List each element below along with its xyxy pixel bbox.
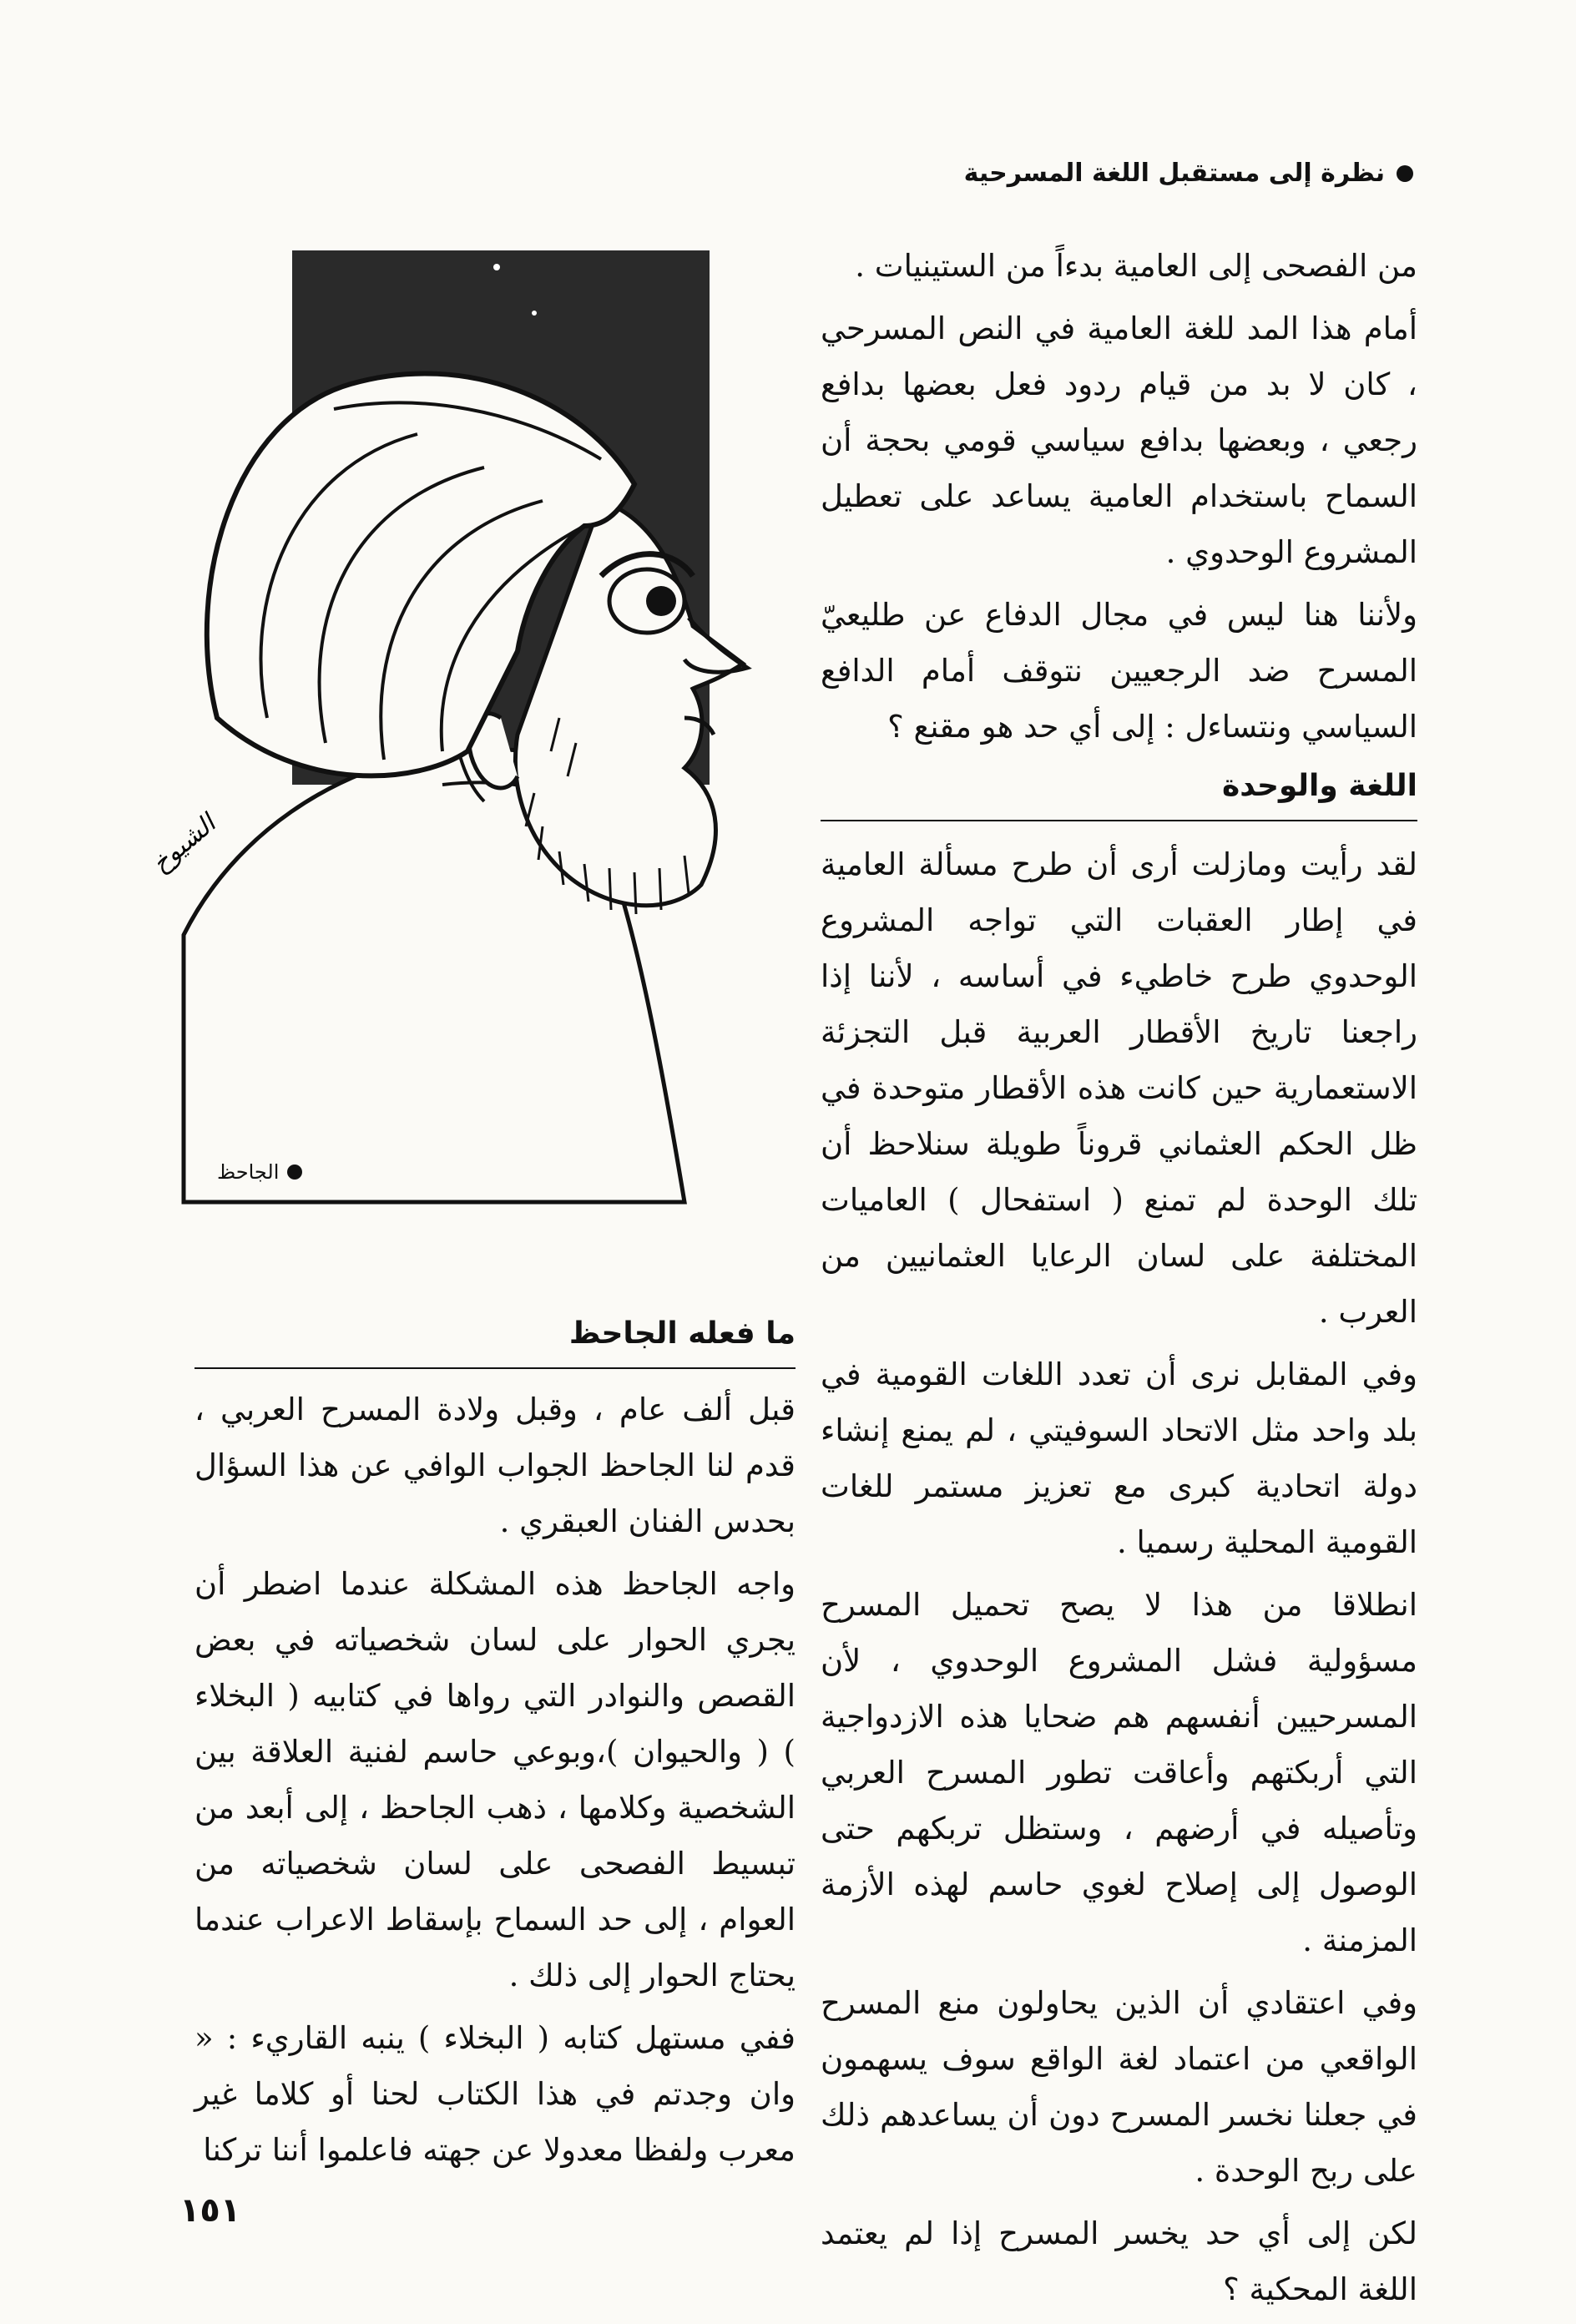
- paragraph: أمام هذا المد للغة العامية في النص المسرحي ، كان لا بد من قيام ردود فعل بعضها بدافع رجعي ، وبعضها بدافع سياسي قومي بحجة أن السماح باستخدام العامية يساعد على تعطيل المشروع الوحدوي .: [821, 311, 1417, 570]
- artist-signature: الشيوخ: [146, 809, 222, 879]
- paragraph: انطلاقا من هذا لا يصح تحميل المسرح مسؤولية فشل المشروع الوحدوي ، لأن المسرحيين أنفسهم هم ضحايا هذه الازدواجية التي أربكتهم وأعاقت تطور المسرح العربي وتأصيله في أرضهم ، وستظل تربكهم حتى الوصول إلى إصلاح لغوي حاسم لهذه الأزمة المزمنة .: [821, 1587, 1417, 1958]
- paragraph: قبل ألف عام ، وقبل ولادة المسرح العربي ، قدم لنا الجاحظ الجواب الوافي عن هذا السؤال بحدس الفنان العبقري .: [194, 1392, 796, 1539]
- page-number: ١٥١: [179, 2191, 241, 2230]
- left-column: [194, 1382, 796, 2185]
- running-title: نظرة إلى مستقبل اللغة المسرحية: [963, 159, 1385, 188]
- section-title-jahiz: ما فعله الجاحظ: [194, 1314, 796, 1369]
- paragraph: وفي اعتقادي أن الذين يحاولون منع المسرح الواقعي من اعتماد لغة الواقع سوف يسهمون في جعلنا نخسر المسرح دون أن يساعدهم ذلك على ربح الوحدة .: [821, 1985, 1417, 2189]
- paragraph: لكن إلى أي حد يخسر المسرح إذا لم يعتمد اللغة المحكية ؟: [821, 2215, 1417, 2307]
- right-column: [821, 238, 1417, 2324]
- paragraph: ففي مستهل كتابه ( البخلاء ) ينبه القاريء : « وان وجدتم في هذا الكتاب لحنا أو كلاما غير معرب ولفظا معدولا عن جهته فاعلموا أننا تركنا: [194, 2020, 796, 2168]
- figure-caption: [217, 1160, 302, 1184]
- caption-bullet-icon: [287, 1165, 302, 1180]
- paragraph: من الفصحى إلى العامية بدءاً من الستينيات .: [855, 248, 1417, 284]
- jahiz-caricature-illustration: [146, 250, 801, 1210]
- paragraph: لقد رأيت ومازلت أرى أن طرح مسألة العامية في إطار العقبات التي تواجه المشروع الوحدوي طرح خاطيء في أساسه ، لأننا إذا راجعنا تاريخ الأقطار العربية قبل التجزئة الاستعمارية حين كانت هذه الأقطار متوحدة في ظل الحكم العثماني قروناً طويلة سنلاحظ أن تلك الوحدة لم تمنع ( استفحال ) العاميات المختلفة على لسان الرعايا العثمانيين من العرب .: [821, 846, 1417, 1330]
- paragraph: ولأننا هنا ليس في مجال الدفاع عن طليعيّ المسرح ضد الرجعيين نتوقف أمام الدافع السياسي ونتساءل : إلى أي حد هو مقنع ؟: [821, 597, 1417, 745]
- header-bullet-icon: [1397, 165, 1413, 182]
- section-title-language-unity: اللغة والوحدة: [821, 766, 1417, 821]
- paragraph: واجه الجاحظ هذه المشكلة عندما اضطر أن يجري الحوار على لسان شخصياته في بعض القصص والنوادر التي رواها في كتابيه ( البخلاء ) ( والحيوان )،وبوعي حاسم لفنية العلاقة بين الشخصية وكلامها ، ذهب الجاحظ ، إلى أبعد من تبسيط الفصحى على لسان شخصياته من العوام ، إلى حد السماح بإسقاط الاعراب عندما يحتاج الحوار إلى ذلك .: [194, 1566, 796, 1993]
- running-header: [964, 159, 1413, 188]
- caption-text: الجاحظ: [217, 1160, 280, 1184]
- paragraph: وفي المقابل نرى أن تعدد اللغات القومية في بلد واحد مثل الاتحاد السوفيتي ، لم يمنع إنشاء دولة اتحادية كبرى مع تعزيز مستمر للغات القومية المحلية رسميا .: [821, 1357, 1417, 1560]
